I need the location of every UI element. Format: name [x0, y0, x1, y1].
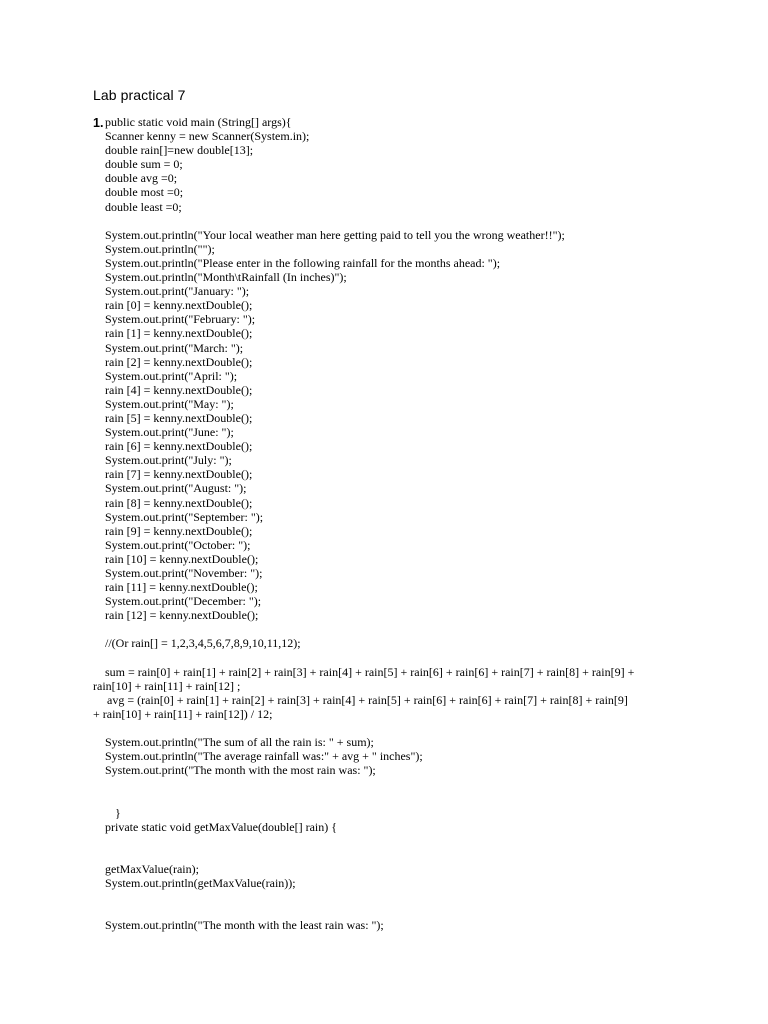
code-line: getMaxValue(rain); [105, 861, 199, 876]
code-line: System.out.print("September: "); [105, 509, 264, 524]
document-title: Lab practical 7 [93, 87, 186, 103]
code-line: rain [4] = kenny.nextDouble(); [105, 382, 253, 397]
code-line [93, 792, 693, 806]
code-line [93, 848, 693, 862]
code-line: } [115, 805, 121, 820]
code-line: System.out.print("August: "); [105, 481, 247, 496]
code-line: System.out.println("Month\tRainfall (In inches)"); [105, 270, 347, 285]
code-line: double least =0; [105, 199, 182, 214]
code-line: Scanner kenny = new Scanner(System.in); [105, 129, 310, 144]
code-line [93, 214, 693, 228]
code-line: System.out.println(""); [105, 241, 215, 256]
code-line: rain[10] + rain[11] + rain[12] ; [93, 678, 241, 693]
code-line: System.out.print("July: "); [105, 453, 232, 468]
code-line: System.out.println("Your local weather man here getting paid to tell you the wrong weather!!"); [105, 227, 565, 242]
code-line [93, 834, 693, 848]
code-line: System.out.print("June: "); [105, 425, 234, 440]
code-line [93, 622, 693, 636]
code-line: rain [7] = kenny.nextDouble(); [105, 467, 253, 482]
code-line: System.out.println("The average rainfall was:" + avg + " inches"); [105, 749, 423, 764]
code-line: //(Or rain[] = 1,2,3,4,5,6,7,8,9,10,11,12); [105, 636, 301, 651]
code-line: rain [5] = kenny.nextDouble(); [105, 410, 253, 425]
code-line: System.out.print("October: "); [105, 537, 251, 552]
code-line: System.out.println("The sum of all the rain is: " + sum); [105, 735, 374, 750]
code-line: double most =0; [105, 185, 184, 200]
code-line: System.out.print("December: "); [105, 594, 262, 609]
code-line: System.out.println("The month with the least rain was: "); [105, 918, 384, 933]
code-line: System.out.print("January: "); [105, 284, 250, 299]
code-line: rain [8] = kenny.nextDouble(); [105, 495, 253, 510]
code-line: System.out.print("May: "); [105, 396, 234, 411]
code-line [93, 651, 693, 665]
code-line [93, 904, 693, 918]
code-line [93, 721, 693, 735]
code-line: private static void getMaxValue(double[] rain) { [105, 819, 338, 834]
code-line: rain [0] = kenny.nextDouble(); [105, 298, 253, 313]
code-block [93, 115, 693, 932]
code-line: rain [6] = kenny.nextDouble(); [105, 439, 253, 454]
list-item-number: 1. [93, 116, 104, 130]
code-line: double sum = 0; [105, 157, 183, 172]
code-line: rain [9] = kenny.nextDouble(); [105, 523, 253, 538]
code-line: rain [12] = kenny.nextDouble(); [105, 608, 259, 623]
code-line: rain [1] = kenny.nextDouble(); [105, 326, 253, 341]
code-line: System.out.print("The month with the most rain was: "); [105, 763, 376, 778]
code-line: public static void main (String[] args){ [105, 115, 292, 129]
code-line: avg = (rain[0] + rain[1] + rain[2] + rain[3] + rain[4] + rain[5] + rain[6] + rain[6] + rain[7] + rain[8] + rain[9] [107, 692, 628, 707]
code-line: System.out.println("Please enter in the following rainfall for the months ahead: "); [105, 255, 501, 270]
code-line: rain [2] = kenny.nextDouble(); [105, 354, 253, 369]
code-line [93, 890, 693, 904]
code-line: rain [10] = kenny.nextDouble(); [105, 551, 259, 566]
code-line: System.out.print("March: "); [105, 340, 244, 355]
code-line: sum = rain[0] + rain[1] + rain[2] + rain[3] + rain[4] + rain[5] + rain[6] + rain[6] + rain[7] + rain[8] + rain[9] + [105, 664, 635, 679]
code-line: + rain[10] + rain[11] + rain[12]) / 12; [93, 706, 273, 721]
code-line: double rain[]=new double[13]; [105, 143, 254, 158]
code-line: rain [11] = kenny.nextDouble(); [105, 580, 258, 595]
code-line: System.out.print("April: "); [105, 368, 238, 383]
code-line: System.out.println(getMaxValue(rain)); [105, 876, 296, 891]
code-line: System.out.print("February: "); [105, 312, 256, 327]
code-line [93, 777, 693, 791]
code-line: System.out.print("November: "); [105, 566, 263, 580]
code-line: double avg =0; [105, 171, 178, 186]
